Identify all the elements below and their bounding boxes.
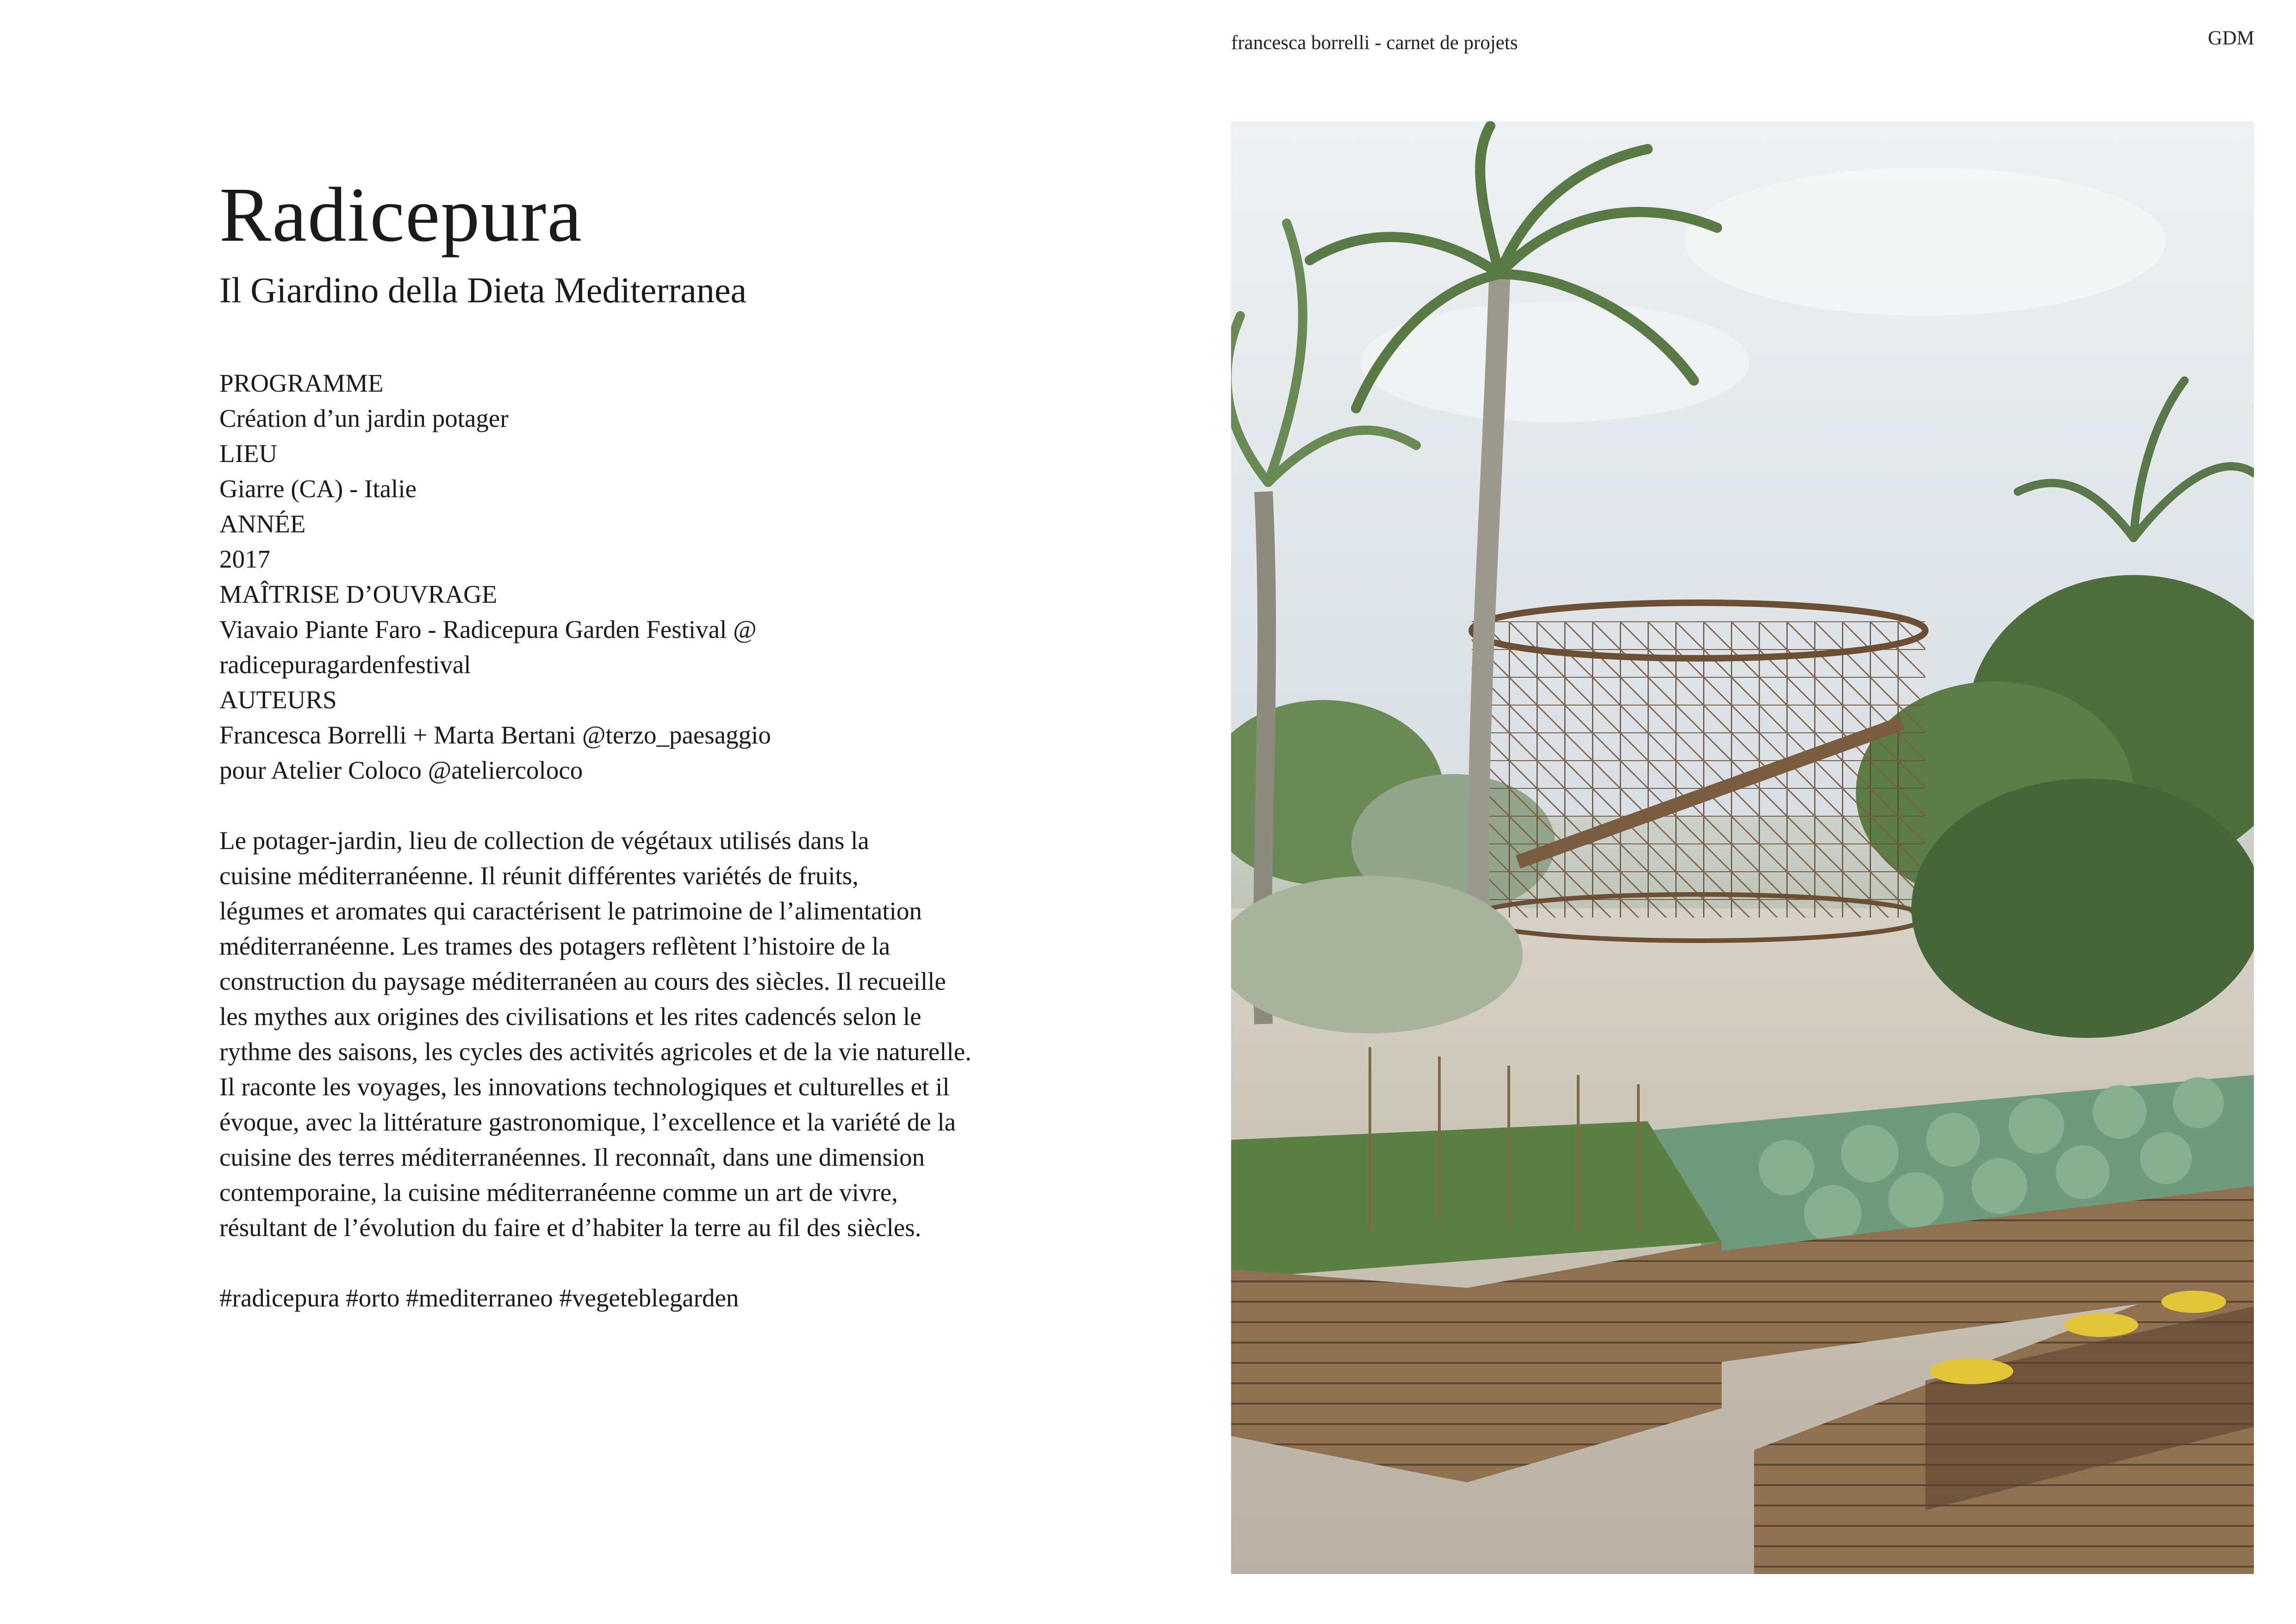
description-line: résultant de l’évolution du faire et d’habiter la terre au fil des siècles. (219, 1213, 921, 1242)
meta-label-auteurs: AUTEURS (219, 685, 337, 714)
meta-label-programme: PROGRAMME (219, 369, 384, 397)
meta-value-lieu: Giarre (CA) - Italie (219, 474, 417, 503)
garden-photo (1231, 121, 2254, 1574)
meta-label-maitrise: MAÎTRISE D’OUVRAGE (219, 580, 498, 608)
description-line: construction du paysage méditerranéen au cours des siècles. Il recueille (219, 967, 946, 995)
meta-value-programme: Création d’un jardin potager (219, 404, 509, 432)
meta-label-annee: ANNÉE (219, 509, 306, 538)
text-column (219, 172, 1126, 1316)
description-line: les mythes aux origines des civilisations et les rites cadencés selon le (219, 1002, 921, 1031)
description-line: méditerranéenne. Les trames des potagers reflètent l’histoire de la (219, 931, 890, 960)
description-line: rythme des saisons, les cycles des activités agricoles et de la vie naturelle. (219, 1037, 971, 1066)
running-header: francesca borrelli - carnet de projets (1231, 32, 1518, 54)
description-line: contemporaine, la cuisine méditerranéenne comme un art de vivre, (219, 1178, 898, 1206)
description-line: cuisine des terres méditerranéennes. Il reconnaît, dans une dimension (219, 1143, 925, 1171)
meta-value-auteurs-2: pour Atelier Coloco @ateliercoloco (219, 756, 583, 784)
project-title: Radicepura (219, 172, 583, 258)
meta-label-lieu: LIEU (219, 439, 278, 468)
meta-value-auteurs-1: Francesca Borrelli + Marta Bertani @terzo_paesaggio (219, 720, 771, 749)
meta-value-maitrise-1: Viavaio Piante Faro - Radicepura Garden Festival @ (219, 615, 757, 643)
description-line: évoque, avec la littérature gastronomique, l’excellence et la variété de la (219, 1107, 956, 1136)
project-subtitle: Il Giardino della Dieta Mediterranea (219, 270, 747, 310)
meta-value-maitrise-2: radicepuragardenfestival (219, 650, 471, 679)
description-line: Le potager-jardin, lieu de collection de végétaux utilisés dans la (219, 826, 869, 855)
description-line: Il raconte les voyages, les innovations technologiques et culturelles et il (219, 1072, 950, 1101)
hashtags: #radicepura #orto #mediterraneo #vegeteblegarden (219, 1283, 739, 1312)
project-meta (219, 366, 1126, 788)
project-description (219, 823, 1126, 1245)
description-line: cuisine méditerranéenne. Il réunit différentes variétés de fruits, (219, 861, 859, 890)
meta-value-annee: 2017 (219, 544, 270, 573)
description-line: légumes et aromates qui caractérisent le patrimoine de l’alimentation (219, 896, 922, 925)
running-code: GDM (2208, 27, 2254, 49)
